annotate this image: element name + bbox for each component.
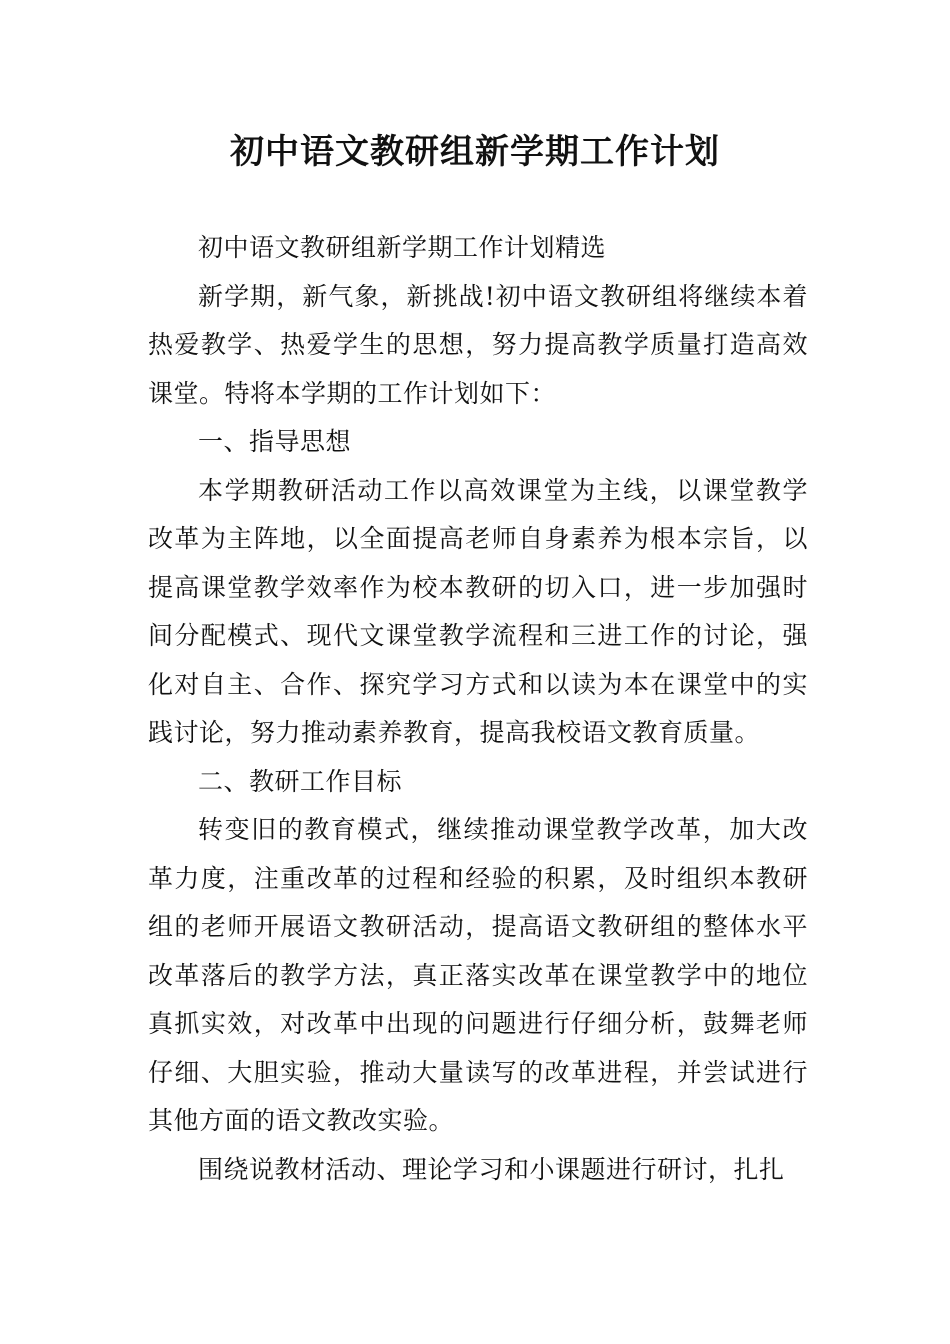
section-heading-goals: 二、教研工作目标 [198, 766, 403, 796]
paragraph-activities: 围绕说教材活动、理论学习和小课题进行研讨，扎扎 [198, 1154, 785, 1184]
document-body [148, 224, 808, 1194]
document-title: 初中语文教研组新学期工作计划 [230, 132, 720, 172]
paragraph-guiding-ideas: 本学期教研活动工作以高效课堂为主线，以课堂教学改革为主阵地，以全面提高老师自身素养为根本宗旨，以提高课堂教学效率作为校本教研的切入口，进一步加强时间分配模式、现代文课堂教学流程和三进工作的讨论，强化对自主、合作、探究学习方式和以读为本在课堂中的实践讨论，努力推动素养教育，提高我校语文教育质量。 [148, 475, 808, 747]
paragraph-goals: 转变旧的教育模式，继续推动课堂教学改革，加大改革力度，注重改革的过程和经验的积累，及时组织本教研组的老师开展语文教研活动，提高语文教研组的整体水平改革落后的教学方法，真正落实改革在课堂教学中的地位真抓实效，对改革中出现的问题进行仔细分析，鼓舞老师仔细、大胆实验，推动大量读写的改革进程，并尝试进行其他方面的语文教改实验。 [148, 815, 808, 1135]
section-heading-guiding-ideas: 一、指导思想 [198, 427, 352, 456]
paragraph-intro: 新学期，新气象，新挑战!初中语文教研组将继续本着热爱教学、热爱学生的思想，努力提高教学质量打造高效课堂。特将本学期的工作计划如下： [148, 281, 808, 408]
paragraph-subtitle: 初中语文教研组新学期工作计划精选 [198, 233, 607, 262]
